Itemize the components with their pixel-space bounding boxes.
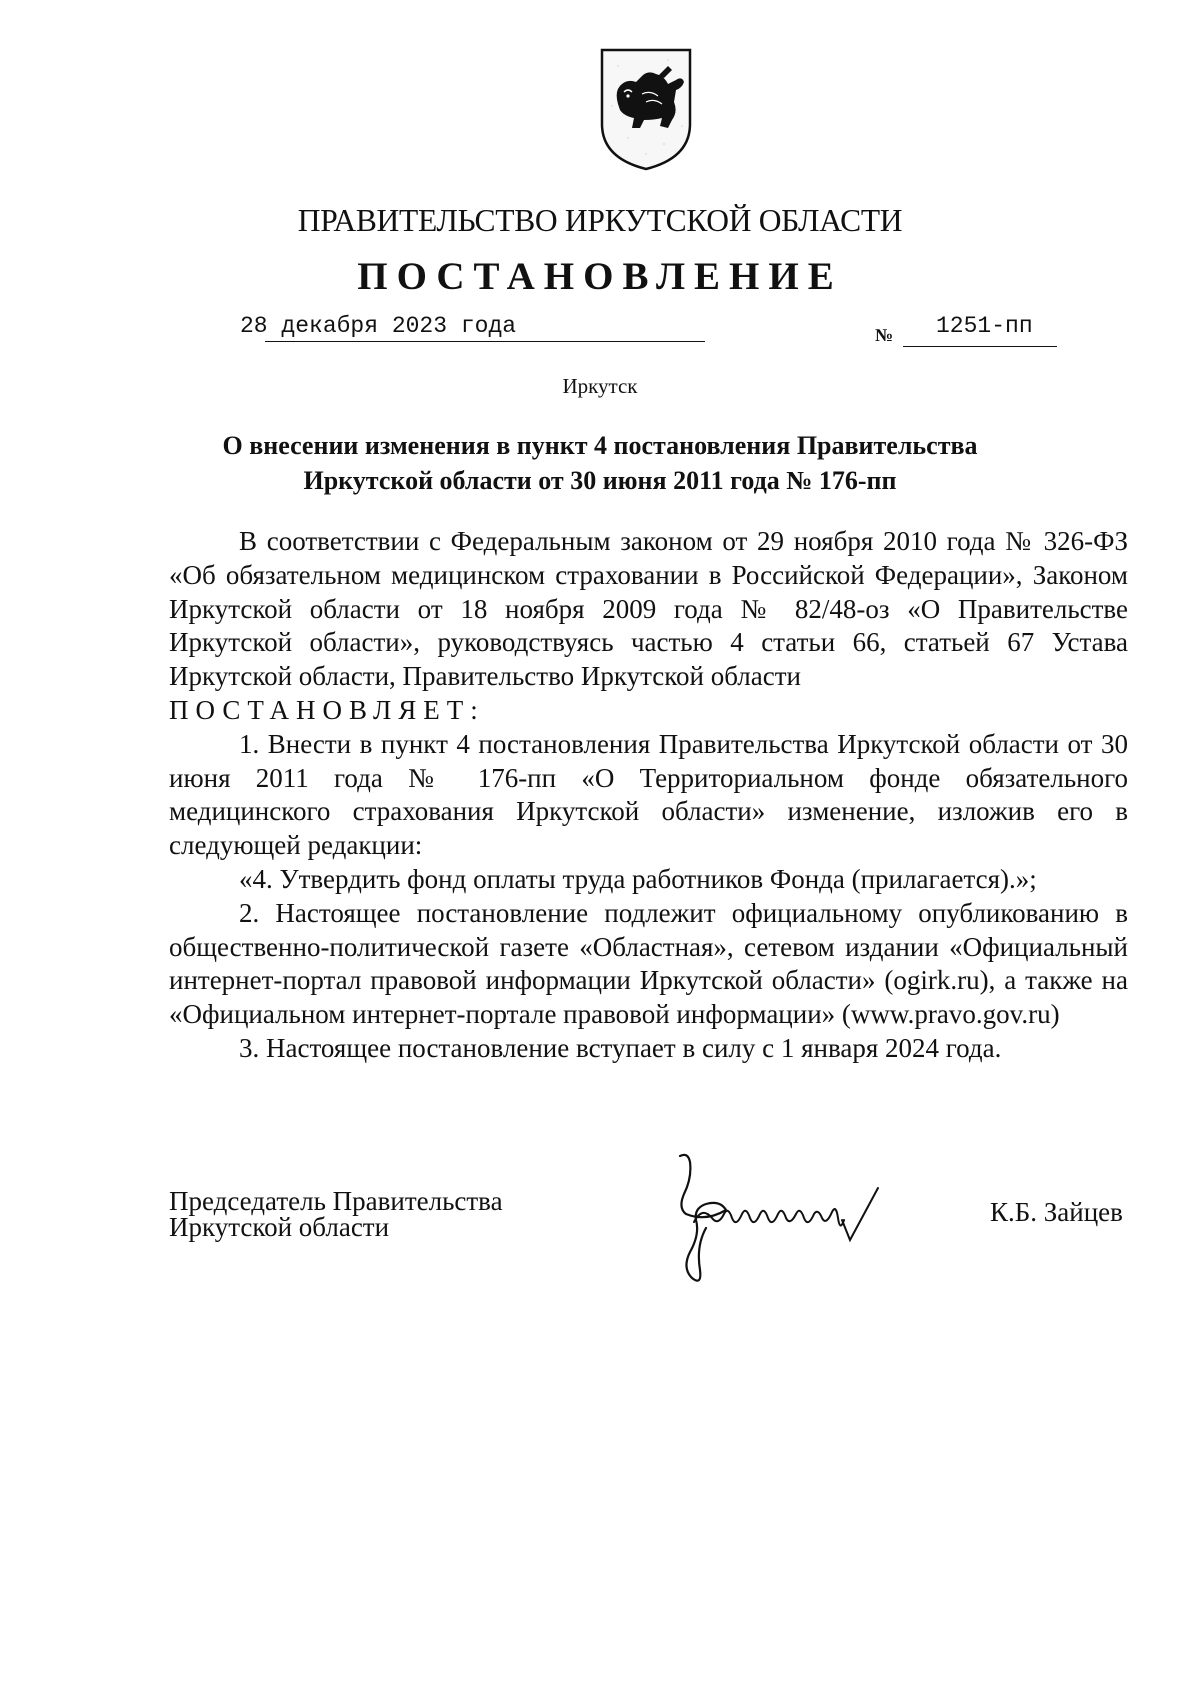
item-3-paragraph: 3. Настоящее постановление вступает в силу с 1 января 2024 года. [239, 1032, 1002, 1063]
document-type: ПОСТАНОВЛЕНИЕ [357, 255, 843, 298]
document-title [0, 428, 1200, 498]
government-name: ПРАВИТЕЛЬСТВО ИРКУТСКОЙ ОБЛАСТИ [297, 203, 903, 238]
item-1-quote: «4. Утвердить фонд оплаты труда работников Фонда (прилагается).»; [239, 863, 1037, 894]
item-2-paragraph: 2. Настоящее постановление подлежит официальному опубликованию в общественно-политической газете «Областная», сетевом издании «Официальный интернет-портал правовой информации Иркутской области» (ogirk.ru), а также на «Официальном интернет-портале правовой информации» (www.pravo.gov.ru) [169, 897, 1128, 1030]
document-number: 1251-пп [936, 313, 1033, 339]
coat-of-arms-emblem [598, 46, 694, 172]
document-title-line1: О внесении изменения в пункт 4 постановления Правительства [222, 431, 978, 460]
city-name: Иркутск [562, 374, 638, 398]
resolves-word: ПОСТАНОВЛЯЕТ: [169, 694, 485, 725]
signatory-position-line2: Иркутской области [169, 1212, 390, 1242]
document-date: 28 декабря 2023 года [240, 313, 517, 339]
number-underline [903, 346, 1057, 347]
preamble-paragraph: В соответствии с Федеральным законом от 29 ноября 2010 года № 326-ФЗ «Об обязательном медицинском страховании в Российской Федерации», Законом Иркутской области от 18 ноября 2009 года № 82/48-оз «О Правительстве Иркутской области», руководствуясь частью 4 статьи 66, статьей 67 Устава Иркутской области, Правительство Иркутской области [169, 526, 1128, 692]
signatory-position-line1: Председатель Правительства [169, 1186, 503, 1216]
document-body [169, 525, 1128, 1066]
date-underline [265, 341, 705, 342]
signatory-position [169, 1188, 503, 1240]
number-sign: № [875, 325, 894, 345]
document-title-line2: Иркутской области от 30 июня 2011 года № 176-пп [303, 466, 897, 495]
handwritten-signature [666, 1148, 926, 1298]
document-date-field [240, 311, 516, 341]
signatory-name: К.Б. Зайцев [990, 1197, 1123, 1227]
item-1-paragraph: 1. Внести в пункт 4 постановления Правительства Иркутской области от 30 июня 2011 года № 176-пп «О Территориальном фонде обязательного медицинского страхования Иркутской области» изменение, изложив его в следующей редакции: [169, 728, 1128, 861]
